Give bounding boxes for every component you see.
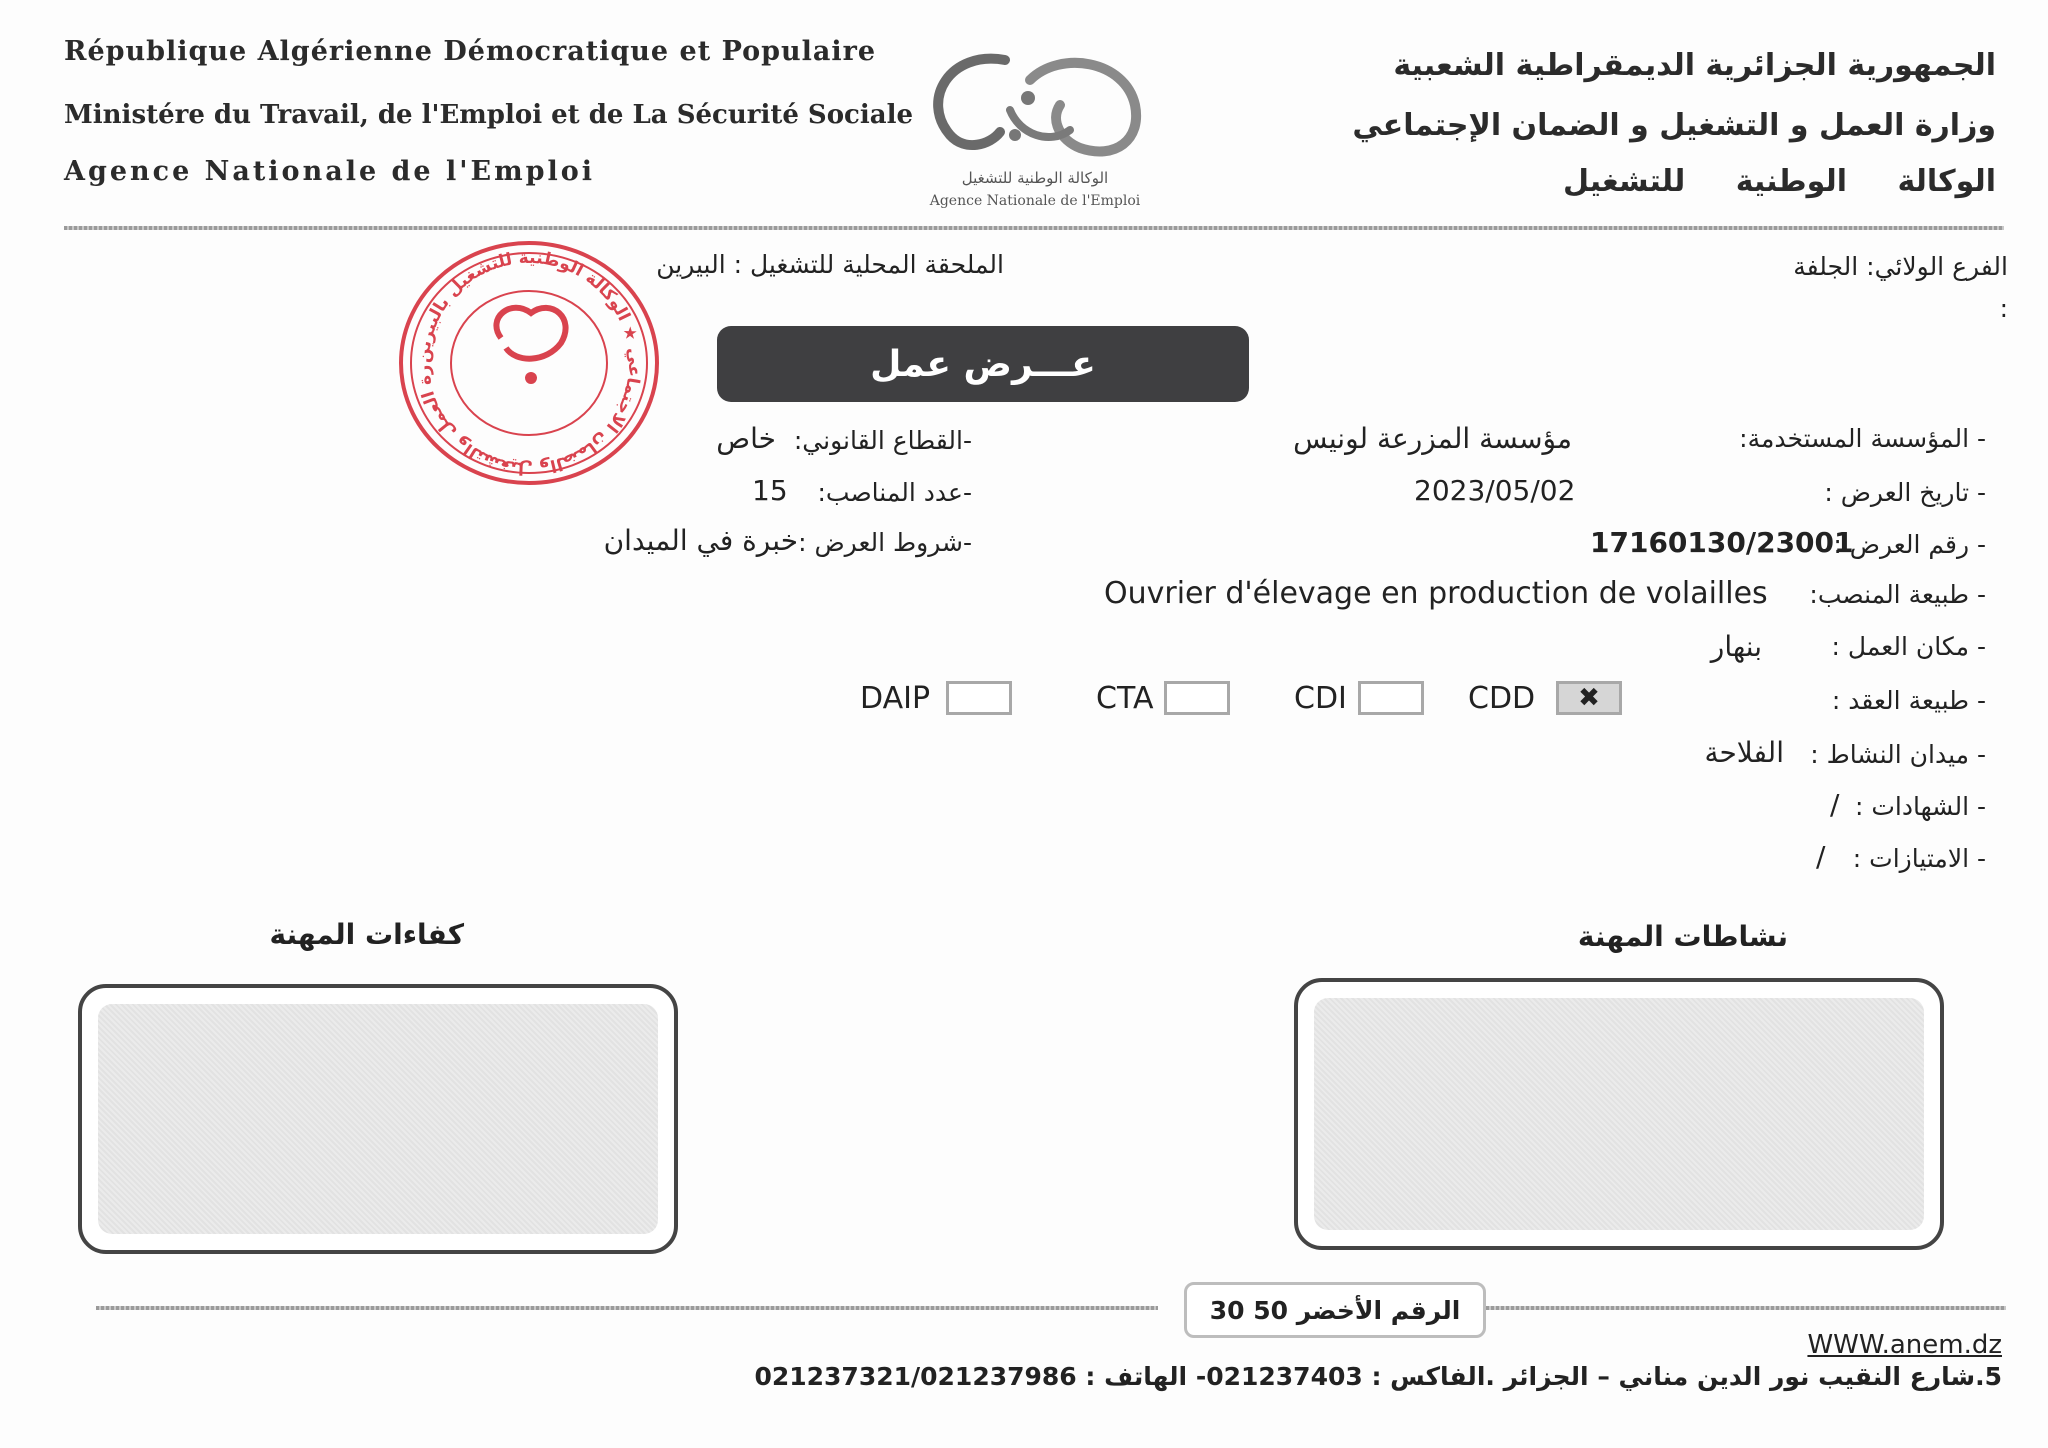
footer-divider-right (1486, 1306, 2006, 1310)
ar-agency-heading: الوكالة الوطنية للتشغيل (1563, 164, 1996, 199)
work-location-label: - مكان العمل : (1831, 632, 1986, 661)
job-activities-title: نشاطات المهنة (1577, 920, 1788, 953)
offer-number-label: - رقم العرض : (1833, 530, 1986, 559)
ar-republic-heading: الجمهورية الجزائرية الديمقراطية الشعبية (1393, 48, 1996, 83)
position-value: Ouvrier d'élevage en production de volailles (1104, 576, 1768, 611)
offer-conditions-label: -شروط العرض : (798, 528, 972, 557)
logo-fr-caption: Agence Nationale de l'Emploi (929, 193, 1141, 209)
job-skills-title: كفاءات المهنة (269, 918, 464, 951)
anem-logo-icon (910, 40, 1160, 165)
footer-divider-left (96, 1306, 1158, 1310)
contract-cdd-checkbox[interactable]: ✖ (1556, 681, 1622, 715)
contract-cdd-label: CDD (1468, 681, 1536, 716)
offer-conditions-value: خبرة في الميدان (603, 524, 798, 557)
work-location-value: بنهار (1710, 630, 1762, 663)
logo-ar-caption: الوكالة الوطنية للتشغيل (961, 169, 1109, 187)
positions-count-value: 15 (752, 474, 788, 507)
job-skills-panel (78, 984, 678, 1254)
employer-label: - المؤسسة المستخدمة: (1739, 424, 1986, 453)
contract-cdi-checkbox[interactable] (1358, 681, 1424, 715)
positions-count-label: -عدد المناصب: (817, 478, 972, 507)
legal-sector-value: خاص (716, 422, 776, 455)
fr-ministry-heading: Ministére du Travail, de l'Emploi et de La Sécurité Sociale (64, 100, 914, 130)
footer-address: 5.شارع النقيب نور الدين مناني – الجزائر .الفاكس : 021237403- الهاتف : 021237321/021237986 (754, 1362, 2002, 1391)
contract-daip-checkbox[interactable] (946, 681, 1012, 715)
activity-field-value: الفلاحة (1704, 736, 1784, 769)
offer-number-value: 17160130/23001 (1590, 526, 1854, 559)
contract-type-label: - طبيعة العقد : (1831, 686, 1986, 715)
fr-agency-heading: Agence Nationale de l'Emploi (64, 156, 596, 187)
local-annex: الملحقة المحلية للتشغيل : البيرين (656, 250, 1004, 279)
wilaya-branch: الفرع الولائي: الجلفة (1793, 252, 2008, 281)
stamp-seal-icon (396, 238, 662, 488)
employer-value: مؤسسة المزرعة لونيس (1293, 422, 1572, 455)
official-stamp (396, 238, 662, 488)
certificates-value: / (1830, 788, 1840, 821)
job-offer-title: عـــرض عمل (717, 326, 1249, 402)
wilaya-branch-colon: : (1999, 294, 2008, 323)
contract-cta-label: CTA (1096, 681, 1154, 716)
offer-date-value: 2023/05/02 (1414, 474, 1576, 507)
fr-republic-heading: République Algérienne Démocratique et Populaire (64, 36, 877, 67)
benefits-label: - الامتيازات : (1852, 844, 1986, 873)
legal-sector-label: -القطاع القانوني: (793, 426, 972, 455)
contract-cdi-label: CDI (1294, 681, 1347, 716)
job-activities-panel (1294, 978, 1944, 1250)
anem-logo (910, 40, 1160, 212)
benefits-value: / (1816, 840, 1826, 873)
header-divider (64, 226, 2004, 230)
contract-daip-label: DAIP (860, 681, 931, 716)
position-label: - طبيعة المنصب: (1809, 580, 1986, 609)
green-number: الرقم الأخضر 50 30 (1209, 1295, 1461, 1325)
website-link[interactable]: WWW.anem.dz (1807, 1330, 2002, 1360)
svg-text:وزارة العمل والتشغيل والضمان ا: رة العمل والتشغيل والضمان الاجتماعي ★ الوكالة الوطنية للتشغيل بالبيرين (413, 247, 645, 479)
contract-cta-checkbox[interactable] (1164, 681, 1230, 715)
certificates-label: - الشهادات : (1855, 792, 1986, 821)
ar-ministry-heading: وزارة العمل و التشغيل و الضمان الإجتماعي (1352, 108, 1996, 143)
activity-field-label: - ميدان النشاط : (1810, 740, 1986, 769)
offer-date-label: - تاريخ العرض : (1824, 478, 1986, 507)
